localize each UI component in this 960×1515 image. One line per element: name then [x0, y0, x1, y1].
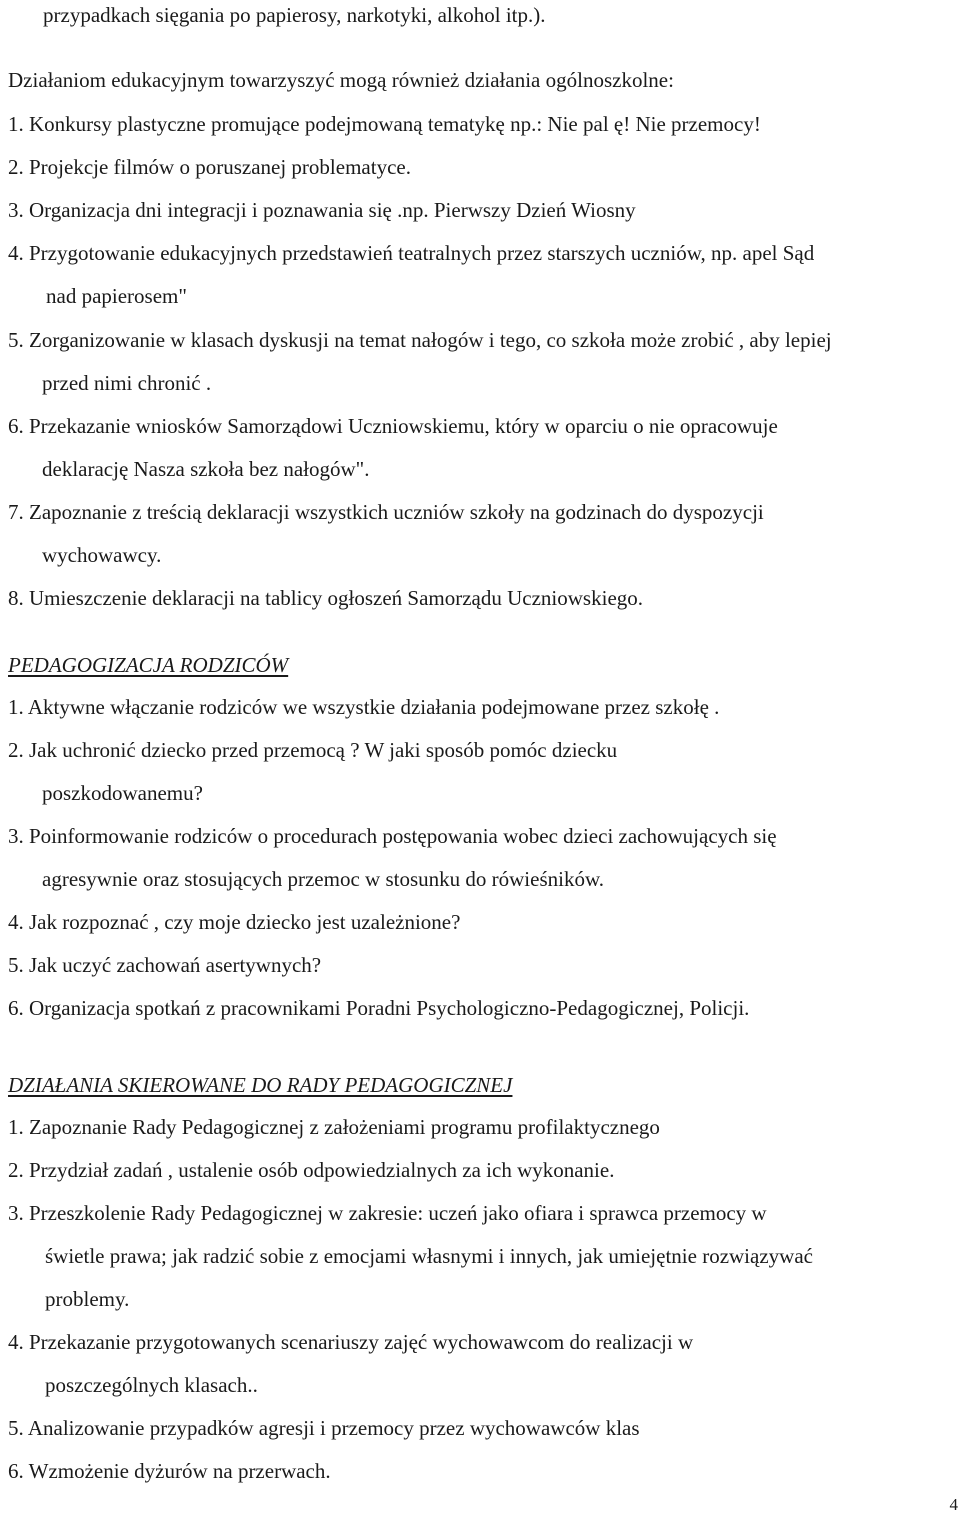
list-item-continuation: przed nimi chronić . — [42, 371, 212, 395]
list-item: 1. Zapoznanie Rady Pedagogicznej z założeniami programu profilaktycznego — [8, 1115, 660, 1139]
list-item: 2. Przydział zadań , ustalenie osób odpowiedzialnych za ich wykonanie. — [8, 1158, 615, 1182]
section-heading: PEDAGOGIZACJA RODZICÓW — [8, 653, 289, 677]
list-item: 3. Przeszkolenie Rady Pedagogicznej w zakresie: uczeń jako ofiara i sprawca przemocy w — [8, 1201, 767, 1225]
list-item: 4. Przekazanie przygotowanych scenariuszy zajęć wychowawcom do realizacji w — [8, 1330, 694, 1354]
list-item: 5. Jak uczyć zachowań asertywnych? — [8, 953, 322, 977]
list-item: 8. Umieszczenie deklaracji na tablicy ogłoszeń Samorządu Uczniowskiego. — [8, 586, 644, 610]
list-item-continuation: problemy. — [45, 1287, 130, 1311]
list-item-continuation: nad papierosem" — [46, 284, 187, 308]
list-item-continuation: poszczególnych klasach.. — [45, 1373, 258, 1397]
list-item-continuation: deklarację Nasza szkoła bez nałogów". — [42, 457, 370, 481]
list-item: 5. Analizowanie przypadków agresji i przemocy przez wychowawców klas — [8, 1416, 640, 1440]
list-item: 6. Przekazanie wniosków Samorządowi Uczniowskiemu, który w oparciu o nie opracowuje — [8, 414, 778, 438]
list-item: 4. Jak rozpoznać , czy moje dziecko jest uzależnione? — [8, 910, 461, 934]
list-item-continuation: wychowawcy. — [42, 543, 162, 567]
list-item: 3. Poinformowanie rodziców o procedurach postępowania wobec dzieci zachowujących się — [8, 824, 777, 848]
list-item: 4. Przygotowanie edukacyjnych przedstawień teatralnych przez starszych uczniów, np. apel Sąd — [8, 241, 815, 265]
paragraph-line: przypadkach sięgania po papierosy, narkotyki, alkohol itp.). — [43, 3, 546, 27]
list-item: 2. Projekcje filmów o poruszanej problematyce. — [8, 155, 411, 179]
page-number: 4 — [949, 1495, 958, 1514]
list-item-continuation: świetle prawa; jak radzić sobie z emocjami własnymi i innych, jak umiejętnie rozwiązywać — [45, 1244, 813, 1268]
list-item: 3. Organizacja dni integracji i poznawania się .np. Pierwszy Dzień Wiosny — [8, 198, 636, 222]
paragraph-lead: Działaniom edukacyjnym towarzyszyć mogą również działania ogólnoszkolne: — [8, 68, 674, 92]
list-item-continuation: poszkodowanemu? — [42, 781, 203, 805]
list-item: 7. Zapoznanie z treścią deklaracji wszystkich uczniów szkoły na godzinach do dyspozycji — [8, 500, 764, 524]
section-heading: DZIAŁANIA SKIEROWANE DO RADY PEDAGOGICZNEJ — [8, 1073, 513, 1097]
list-item-continuation: agresywnie oraz stosujących przemoc w stosunku do rówieśników. — [42, 867, 604, 891]
list-item: 6. Wzmożenie dyżurów na przerwach. — [8, 1459, 331, 1483]
list-item: 2. Jak uchronić dziecko przed przemocą ? W jaki sposób pomóc dziecku — [8, 738, 618, 762]
list-item: 6. Organizacja spotkań z pracownikami Poradni Psychologiczno-Pedagogicznej, Policji. — [8, 996, 750, 1020]
list-item: 1. Konkursy plastyczne promujące podejmowaną tematykę np.: Nie pal ę! Nie przemocy! — [8, 112, 761, 136]
list-item: 1. Aktywne włączanie rodziców we wszystkie działania podejmowane przez szkołę . — [8, 695, 720, 719]
list-item: 5. Zorganizowanie w klasach dyskusji na temat nałogów i tego, co szkoła może zrobić , aby lepiej — [8, 328, 832, 352]
